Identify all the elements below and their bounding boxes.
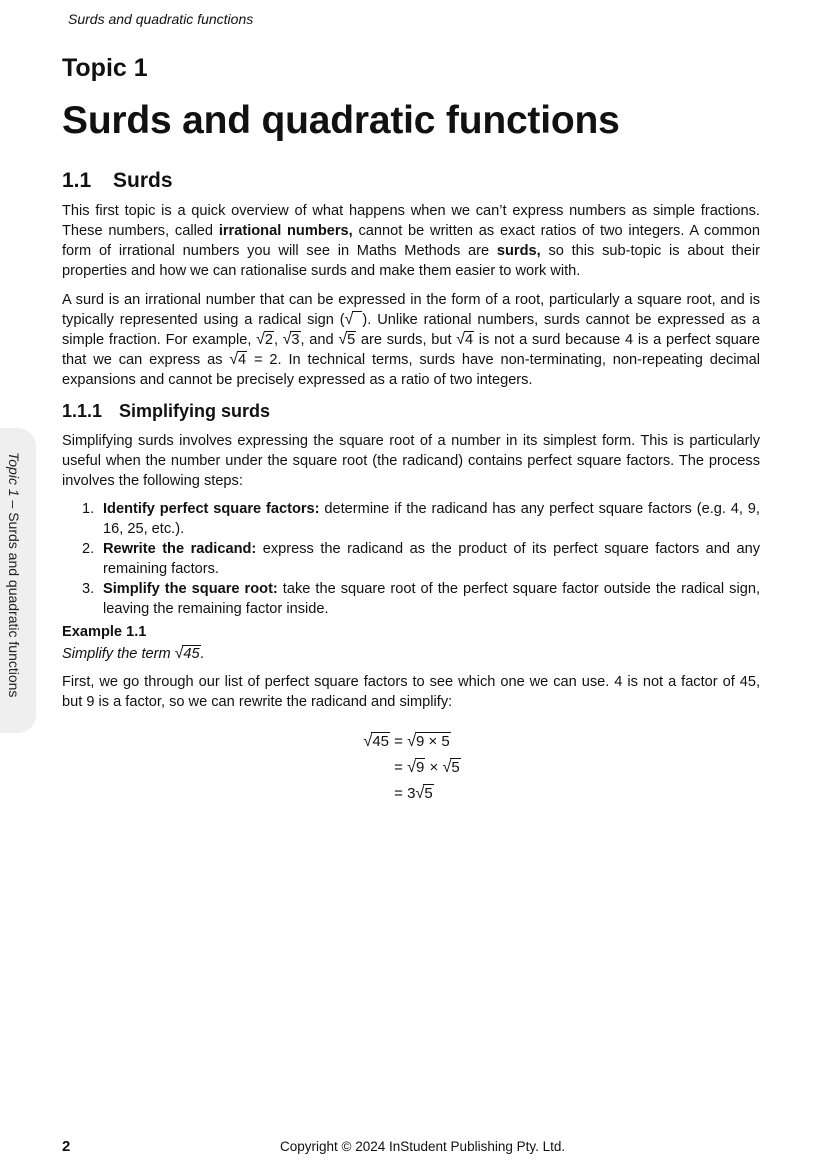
math-derivation: [340, 728, 461, 806]
sqrt-expression: √3: [282, 331, 300, 348]
term-surds: surds,: [496, 243, 541, 259]
sqrt-expression: √5: [442, 758, 460, 776]
subsection-number: 1.1.1: [62, 401, 103, 421]
sqrt-expression: √45: [363, 732, 389, 750]
coefficient: 3: [407, 785, 416, 802]
text-run: cannot be written as exact ratios of two integers. A common form of irrational numbers you will see in Maths Methods are: [62, 223, 760, 259]
derivation-row: [340, 754, 461, 780]
text-run: so this sub-topic is about their properties and how we can rationalise surds and make them easier to work with.: [62, 243, 760, 279]
text-run: are surds, but: [356, 332, 457, 348]
sqrt-expression: √5: [338, 331, 356, 348]
derivation-row: [340, 728, 461, 754]
sqrt-expression: √9 × 5: [407, 732, 450, 750]
steps-list: [62, 499, 760, 619]
step-item: [62, 539, 760, 579]
step-title: Rewrite the radicand:: [103, 541, 257, 557]
copyright-notice: Copyright © 2024 InStudent Publishing Pty. Ltd.: [280, 1139, 566, 1154]
running-header: Surds and quadratic functions: [68, 11, 254, 27]
section-title: Surds: [113, 169, 173, 192]
step-item: [62, 579, 760, 619]
equals-sign: =: [394, 733, 403, 750]
example-label: Example 1.1: [62, 624, 147, 640]
sqrt-expression: √4: [456, 331, 474, 348]
subsection-heading: [62, 401, 270, 422]
step-text: take the square root of the perfect square factor outside the radical sign, leaving the remaining factor inside.: [103, 581, 760, 617]
equals-sign: =: [394, 785, 403, 802]
step-title: Identify perfect square factors:: [103, 501, 320, 517]
section-number: 1.1: [62, 169, 92, 192]
step-text: determine if the radicand has any perfect square factors (e.g. 4, 9, 16, 25, etc.).: [103, 501, 760, 537]
intro-paragraph: [62, 201, 760, 281]
radical-sign-symbol: (√ ): [339, 311, 368, 328]
step-number: 3.: [82, 581, 95, 597]
text-run: = 2. In technical terms, surds have non-terminating, non-repeating decimal expansions and cannot be precisely expressed as a ratio of two integers.: [62, 352, 760, 388]
text-run: ,: [273, 332, 283, 348]
simplifying-intro-paragraph: Simplifying surds involves expressing the square root of a number in its simplest form. This is particularly useful when the number under the square root (the radicand) contains perfect square factors. The process involves the following steps:: [62, 433, 760, 489]
subsection-title: Simplifying surds: [119, 401, 271, 421]
side-chapter-tab: [0, 428, 36, 733]
page-number: 2: [62, 1138, 71, 1155]
section-heading: [62, 169, 173, 193]
sqrt-expression: √9: [407, 758, 425, 776]
side-tab-dash: –: [6, 496, 22, 513]
sqrt-expression: √45: [174, 645, 200, 662]
side-tab-topic: Topic 1: [6, 452, 22, 497]
surd-definition-paragraph: [62, 290, 760, 390]
step-title: Simplify the square root:: [103, 581, 278, 597]
text-run: . Unlike rational numbers, surds cannot be expressed as a simple fraction. For example,: [62, 312, 760, 348]
text-run: .: [200, 646, 205, 662]
derivation-row: [340, 780, 461, 806]
sqrt-expression: √2: [256, 331, 273, 348]
step-text: express the radicand as the product of its perfect square factors and any remaining factors.: [103, 541, 760, 577]
times-sign: ×: [429, 759, 439, 776]
text-run: This first topic is a quick overview of what happens when we can’t express numbers as simple fractions. These numbers, called: [62, 203, 760, 239]
sqrt-expression: √4: [229, 351, 247, 368]
text-run: A surd is an irrational number that can be expressed in the form of a root, particularly a square root, and is typically represented using a radical sign: [62, 292, 760, 328]
term-irrational-numbers: irrational numbers,: [218, 223, 353, 239]
step-number: 1.: [82, 501, 95, 517]
side-tab-title: Surds and quadratic functions: [6, 512, 22, 698]
example-explanation: First, we go through our list of perfect square factors to see which one we can use. 4 is not a factor of 45, but 9 is a factor, so we can rewrite the radicand and simplify:: [62, 674, 760, 710]
text-run: , and: [300, 332, 339, 348]
sqrt-expression: √5: [415, 784, 433, 802]
page-title: Surds and quadratic functions: [62, 99, 620, 142]
equals-sign: =: [394, 759, 403, 776]
step-number: 2.: [82, 541, 95, 557]
text-run: Simplify the term: [62, 646, 175, 662]
side-tab-label: [6, 452, 22, 697]
text-run: is not a surd because 4 is a perfect square that we can express as: [62, 332, 760, 368]
example-prompt: [62, 645, 205, 663]
topic-label: Topic 1: [62, 54, 148, 82]
step-item: [62, 499, 760, 539]
